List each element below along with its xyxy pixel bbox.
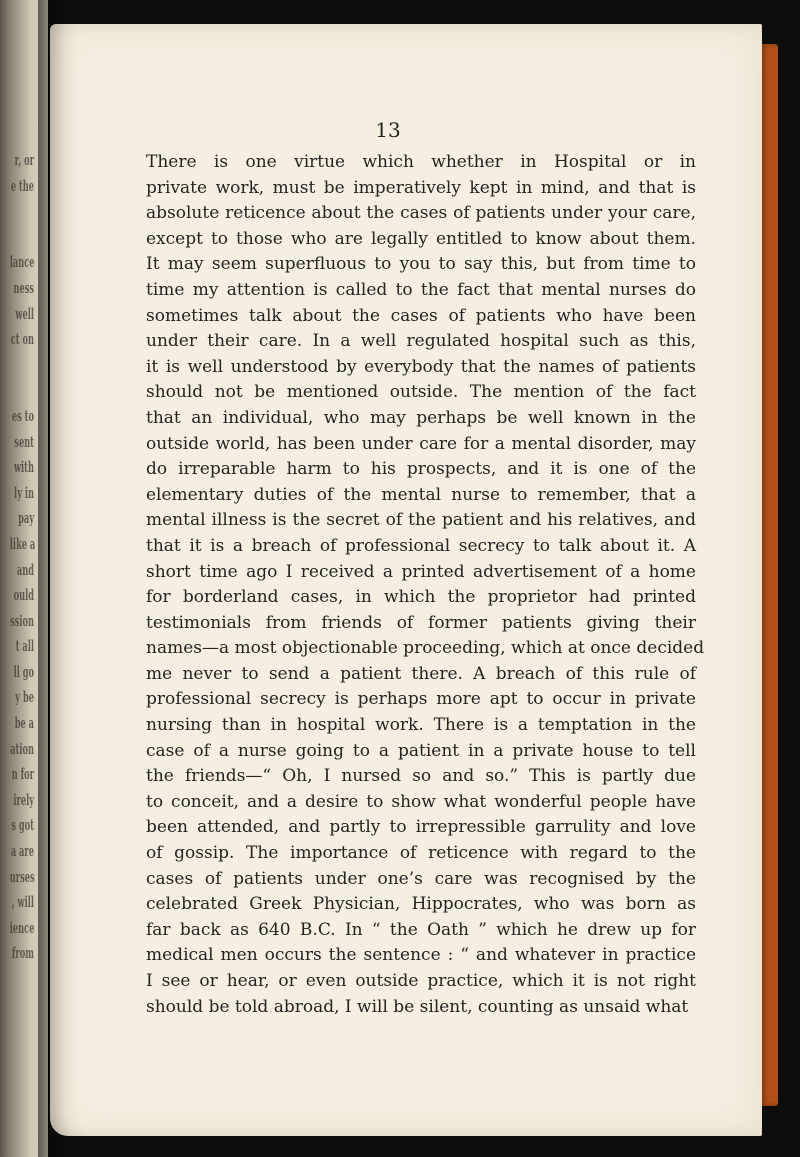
text-line: medical men occurs the sentence : “ and whatever in practice bbox=[146, 945, 696, 966]
text-line: it is well understood by everybody that the names of patients bbox=[146, 356, 696, 377]
text-line: professional secrecy is perhaps more apt to occur in private bbox=[146, 689, 696, 710]
text-line: of gossip. The importance of reticence with regard to the bbox=[146, 843, 696, 864]
text-line: the friends—“ Oh, I nursed so and so.” This is partly due bbox=[146, 766, 696, 787]
text-line: celebrated Greek Physician, Hippocrates, who was born as bbox=[146, 894, 696, 915]
text-line: been attended, and partly to irrepressible garrulity and love bbox=[146, 817, 696, 838]
text-line: elementary duties of the mental nurse to remember, that a bbox=[146, 484, 696, 505]
text-line: outside world, has been under care for a mental disorder, may bbox=[146, 433, 696, 454]
text-line: names—a most objectionable proceeding, which at once decided bbox=[146, 638, 705, 659]
facing-page-text-fragments: r, or e the lance ness well ct on es to sent with ly in pay like a and ould ssion t all ll go y be be a ation n for irely s got a are urses , will ience from bbox=[9, 151, 36, 963]
text-line: me never to send a patient there. A breach of this rule of bbox=[146, 663, 696, 684]
page-number: 13 bbox=[375, 118, 401, 142]
text-line: It may seem superfluous to you to say this, but from time to bbox=[146, 254, 696, 275]
text-line: There is one virtue which whether in Hospital or in bbox=[146, 152, 696, 172]
text-line: I see or hear, or even outside practice, which it is not right bbox=[146, 971, 696, 991]
text-line: except to those who are legally entitled to know about them. bbox=[146, 228, 696, 249]
text-line: cases of patients under one’s care was recognised by the bbox=[146, 868, 696, 889]
text-line: far back as 640 B.C. In “ the Oath ” which he drew up for bbox=[146, 919, 696, 940]
text-line: mental illness is the secret of the patient and his relatives, and bbox=[146, 510, 696, 531]
text-line: should be told abroad, I will be silent, counting as unsaid what bbox=[146, 996, 689, 1017]
text-line: that an individual, who may perhaps be well known in the bbox=[146, 407, 696, 428]
text-line: case of a nurse going to a patient in a private house to tell bbox=[146, 740, 696, 761]
body-text bbox=[146, 150, 705, 1020]
text-line: private work, must be imperatively kept in mind, and that is bbox=[146, 177, 696, 198]
text-line: should not be mentioned outside. The mention of the fact bbox=[146, 382, 696, 403]
text-line: time my attention is called to the fact that mental nurses do bbox=[146, 279, 696, 300]
page-edge-stain bbox=[760, 44, 778, 1106]
text-line: nursing than in hospital work. There is a temptation in the bbox=[146, 715, 696, 736]
text-line: to conceit, and a desire to show what wonderful people have bbox=[146, 791, 696, 812]
text-line: short time ago I received a printed advertisement of a home bbox=[146, 561, 696, 582]
text-line: that it is a breach of professional secrecy to talk about it. A bbox=[146, 535, 696, 556]
text-line: do irreparable harm to his prospects, and it is one of the bbox=[146, 459, 696, 480]
text-line: absolute reticence about the cases of patients under your care, bbox=[146, 203, 696, 224]
text-line: testimonials from friends of former patients giving their bbox=[146, 612, 696, 633]
text-line: sometimes talk about the cases of patients who have been bbox=[146, 305, 696, 326]
text-line: for borderland cases, in which the proprietor had printed bbox=[146, 587, 696, 608]
text-line: under their care. In a well regulated hospital such as this, bbox=[146, 331, 696, 352]
